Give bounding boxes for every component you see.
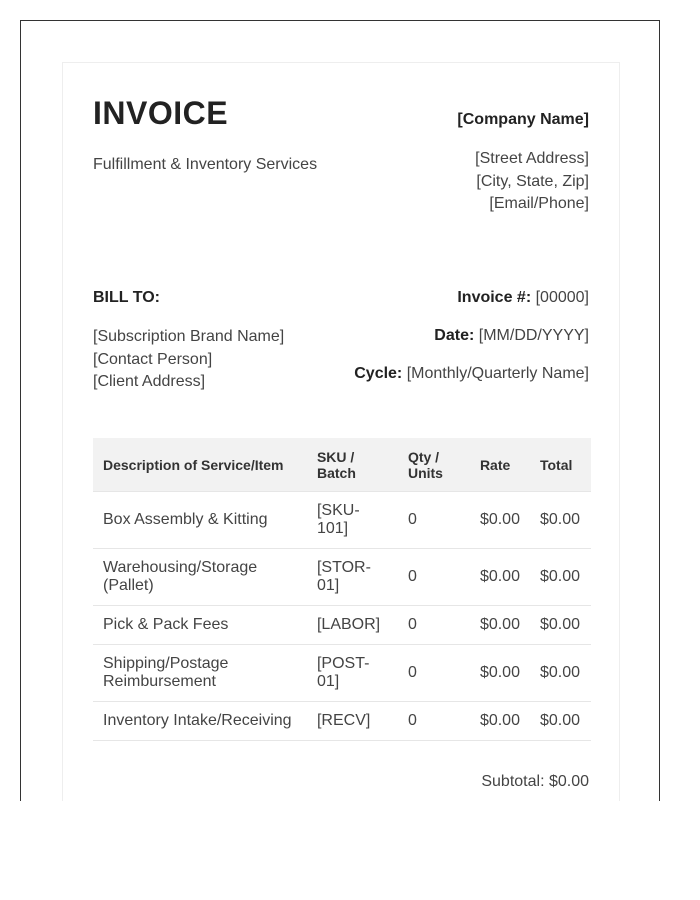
invoice-title: INVOICE: [93, 95, 229, 131]
client-brand-name: [Subscription Brand Name]: [93, 328, 285, 345]
table-row: [93, 645, 591, 702]
item-sku: [STOR-01]: [307, 549, 398, 606]
item-qty: 0: [398, 702, 470, 741]
item-sku: [LABOR]: [307, 606, 398, 645]
item-description: Inventory Intake/Receiving: [93, 702, 307, 741]
item-rate: $0.00: [470, 606, 530, 645]
item-description: Box Assembly & Kitting: [93, 492, 307, 549]
item-sku: [SKU-101]: [307, 492, 398, 549]
item-qty: 0: [398, 492, 470, 549]
invoice-subtitle: Fulfillment & Inventory Services: [93, 156, 318, 173]
header-description: Description of Service/Item: [93, 438, 307, 492]
table-row: [93, 606, 591, 645]
bill-to-label: BILL TO:: [93, 289, 160, 306]
item-qty: 0: [398, 549, 470, 606]
subtotal: Subtotal: $0.00: [481, 773, 589, 790]
company-address: [475, 148, 589, 216]
client-address: [Client Address]: [93, 373, 206, 390]
document-frame: [20, 20, 660, 801]
invoice-number: [457, 289, 589, 307]
header-rate: Rate: [470, 438, 530, 492]
billing-cycle: [354, 365, 589, 383]
item-rate: $0.00: [470, 492, 530, 549]
item-rate: $0.00: [470, 549, 530, 606]
invoice-sheet: [62, 62, 620, 801]
header-total: Total: [530, 438, 591, 492]
client-details: [93, 326, 284, 394]
table-header-row: [93, 438, 591, 492]
item-total: $0.00: [530, 702, 591, 741]
item-total: $0.00: [530, 606, 591, 645]
billing-cycle-value: [Monthly/Quarterly Name]: [406, 365, 589, 382]
billing-cycle-label: Cycle:: [354, 365, 403, 382]
item-qty: 0: [398, 606, 470, 645]
company-name: [Company Name]: [457, 111, 589, 128]
item-description: Shipping/Postage Reimbursement: [93, 645, 307, 702]
item-rate: $0.00: [470, 645, 530, 702]
line-items-table: [93, 438, 591, 741]
client-contact-person: [Contact Person]: [93, 350, 213, 368]
invoice-date-label: Date:: [434, 327, 475, 344]
table-row: [93, 492, 591, 549]
item-sku: [RECV]: [307, 702, 398, 741]
header-qty-units: Qty / Units: [398, 438, 470, 492]
table-row: [93, 702, 591, 741]
item-description: Warehousing/Storage (Pallet): [93, 549, 307, 606]
invoice-date: [434, 327, 589, 345]
item-total: $0.00: [530, 645, 591, 702]
item-rate: $0.00: [470, 702, 530, 741]
item-sku: [POST-01]: [307, 645, 398, 702]
invoice-number-value: [00000]: [535, 289, 589, 306]
city-state-zip: [City, State, Zip]: [476, 172, 589, 190]
street-address: [Street Address]: [475, 150, 589, 167]
table-row: [93, 549, 591, 606]
invoice-number-label: Invoice #:: [457, 289, 532, 306]
invoice-date-value: [MM/DD/YYYY]: [478, 327, 589, 344]
item-total: $0.00: [530, 549, 591, 606]
item-qty: 0: [398, 645, 470, 702]
email-phone: [Email/Phone]: [489, 195, 589, 212]
header-sku-batch: SKU / Batch: [307, 438, 398, 492]
item-description: Pick & Pack Fees: [93, 606, 307, 645]
item-total: $0.00: [530, 492, 591, 549]
